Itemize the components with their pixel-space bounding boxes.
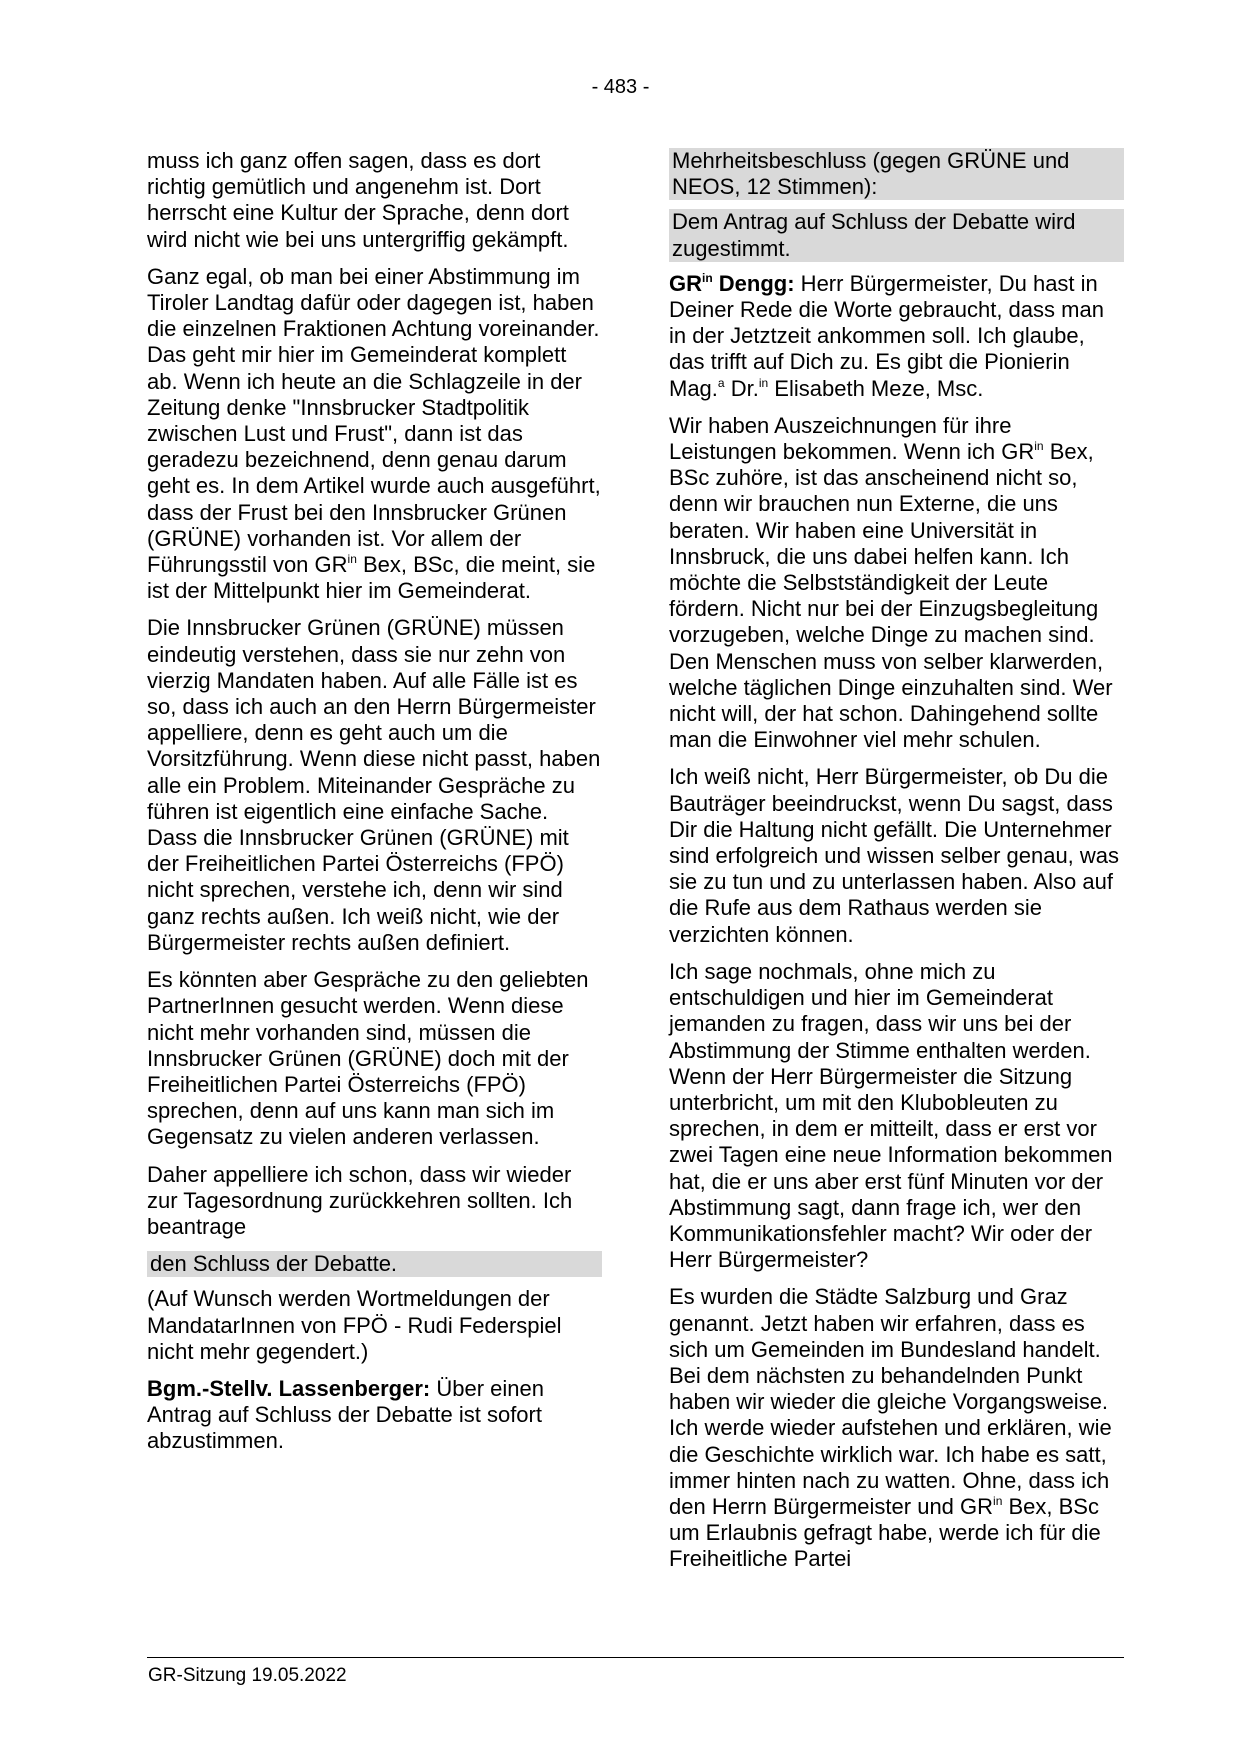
paragraph-text: Herr Bürgermeister, Du hast in Deiner Rede die Worte gebraucht, dass man in der Jetztzeit ankommen soll. Ich glaube, das trifft auf Dich zu. Es gibt die Pionierin Mag.: [669, 270, 1104, 401]
paragraph: muss ich ganz offen sagen, dass es dort richtig gemütlich und angenehm ist. Dort herrscht eine Kultur der Sprache, denn dort wird nicht wie bei uns untergriffig gekämpft.: [147, 148, 569, 252]
paragraph-text: Elisabeth Meze, Msc.: [768, 375, 984, 401]
motion-highlight: den Schluss der Debatte.: [147, 1251, 602, 1277]
superscript: a: [717, 375, 725, 390]
speaker-name: [669, 271, 795, 296]
speaker-title: GR: [669, 270, 702, 296]
paragraph: Es könnten aber Gespräche zu den geliebten PartnerInnen gesucht werden. Wenn diese nicht mehr vorhanden sind, müssen die Innsbrucker Grünen (GRÜNE) doch mit der Freiheitlichen Partei Österreichs (FPÖ) sprechen, denn auf uns kann man sich im Gegensatz zu vielen anderen verlassen.: [147, 967, 589, 1150]
paragraph-text: Ganz egal, ob man bei einer Abstimmung im Tiroler Landtag dafür oder dagegen ist, haben die einzelnen Fraktionen Achtung voreinander. Das geht mir hier im Gemeinderat komplett ab. Wenn ich heute an die Schlagzeile in der Zeitung denke "Innsbrucker Stadtpolitik zwischen Lust und Frust", dann ist das geradezu bezeichnend, denn genau darum geht es. In dem Artikel wurde auch ausgeführt, dass der Frust bei den Innsbrucker Grünen (GRÜNE) vorhanden ist. Vor allem der Führungsstil von GR: [147, 263, 601, 578]
resolution-highlight: Dem Antrag auf Schluss der Debatte wird zugestimmt.: [669, 209, 1124, 261]
paragraph-text: Bex, BSc zuhöre, ist das anscheinend nicht so, denn wir brauchen nun Externe, die uns beraten. Wir haben eine Universität in Innsbruck, die uns dabei helfen kann. Ich möchte die Selbstständigkeit der Leute fördern. Nicht nur bei der Einzugsbegleitung vorzugeben, welche Dinge zu machen sind. Den Menschen muss von selber klarwerden, welche täglichen Dinge einzuhalten sind. Wer nicht will, der hat schon. Dahingehend sollte man die Einwohner viel mehr schulen.: [669, 439, 1113, 753]
footer-divider: [147, 1657, 1124, 1658]
paragraph-text: Bex, BSc, die meint, sie ist der Mittelpunkt hier im Gemeinderat.: [147, 552, 596, 604]
paragraph: Ich sage nochmals, ohne mich zu entschuldigen und hier im Gemeinderat jemanden zu fragen, dass wir uns bei der Abstimmung der Stimme enthalten werden. Wenn der Herr Bürgermeister die Sitzung unterbricht, um mit den Klubobleuten zu sprechen, in dem er mitteilt, dass er erst vor zwei Tagen eine neue Information bekommen hat, die er uns aber erst fünf Minuten vor der Abstimmung sagt, dann frage ich, wer den Kommunikationsfehler macht? Wir oder der Herr Bürgermeister?: [669, 958, 1113, 1273]
paragraph: [147, 264, 602, 605]
resolution-highlight: Mehrheitsbeschluss (gegen GRÜNE und NEOS, 12 Stimmen):: [669, 148, 1124, 200]
left-column: [147, 148, 602, 1466]
paragraph: Die Innsbrucker Grünen (GRÜNE) müssen eindeutig verstehen, dass sie nur zehn von vierzig Mandaten haben. Auf alle Fälle ist es so, dass ich auch an den Herrn Bürgermeister appelliere, denn es geht auch um die Vorsitzführung. Wenn diese nicht passt, haben alle ein Problem. Miteinander Gespräche zu führen ist eigentlich eine einfache Sache. Dass die Innsbrucker Grünen (GRÜNE) mit der Freiheitlichen Partei Österreichs (FPÖ) nicht sprechen, verstehe ich, denn wir sind ganz rechts außen. Ich weiß nicht, wie der Bürgermeister rechts außen definiert.: [147, 615, 601, 955]
paragraph: [669, 413, 1124, 754]
paragraph-text: Es wurden die Städte Salzburg und Graz genannt. Jetzt haben wir erfahren, dass es sich um Gemeinden im Bundesland handelt. Bei dem nächsten zu behandelnden Punkt haben wir wieder die gleiche Vorgangsweise. Ich werde wieder aufstehen und erklären, wie die Geschichte wirklich war. Ich habe es satt, immer hinten nach zu watten. Ohne, dass ich den Herrn Bürgermeister und GR: [669, 1284, 1112, 1519]
superscript: in: [347, 552, 357, 567]
paragraph: Ich weiß nicht, Herr Bürgermeister, ob Du die Bauträger beeindruckst, wenn Du sagst, dass Dir die Haltung nicht gefällt. Die Unternehmer sind erfolgreich und wissen selber genau, was sie zu tun und zu unterlassen haben. Also auf die Rufe aus dem Rathaus werden sie verzichten können.: [669, 764, 1120, 947]
superscript: in: [1034, 439, 1044, 454]
paragraph-text: Über einen Antrag auf Schluss der Debatte ist sofort abzustimmen.: [147, 1375, 544, 1454]
speaker-paragraph: [147, 1376, 602, 1455]
superscript: in: [758, 375, 769, 390]
superscript: in: [702, 270, 713, 285]
paragraph: (Auf Wunsch werden Wortmeldungen der MandatarInnen von FPÖ - Rudi Federspiel nicht mehr gegendert.): [147, 1286, 562, 1364]
speaker-name: Bgm.-Stellv. Lassenberger:: [147, 1375, 431, 1401]
footer-session-date: GR-Sitzung 19.05.2022: [148, 1665, 347, 1686]
page-number: - 483 -: [591, 76, 650, 98]
speaker-surname: Dengg:: [712, 270, 795, 296]
paragraph-text: Wir haben Auszeichnungen für ihre Leistungen bekommen. Wenn ich GR: [669, 412, 1035, 465]
paragraph-text: Bex, BSc um Erlaubnis gefragt habe, werde ich für die Freiheitliche Partei: [669, 1493, 1101, 1572]
paragraph-text: Dr.: [724, 375, 759, 401]
paragraph: [669, 1284, 1124, 1572]
paragraph: Daher appelliere ich schon, dass wir wieder zur Tagesordnung zurückkehren sollten. Ich beantrage: [147, 1161, 573, 1239]
speaker-paragraph: [669, 271, 1124, 402]
superscript: in: [993, 1493, 1003, 1508]
right-column: [669, 148, 1124, 1584]
